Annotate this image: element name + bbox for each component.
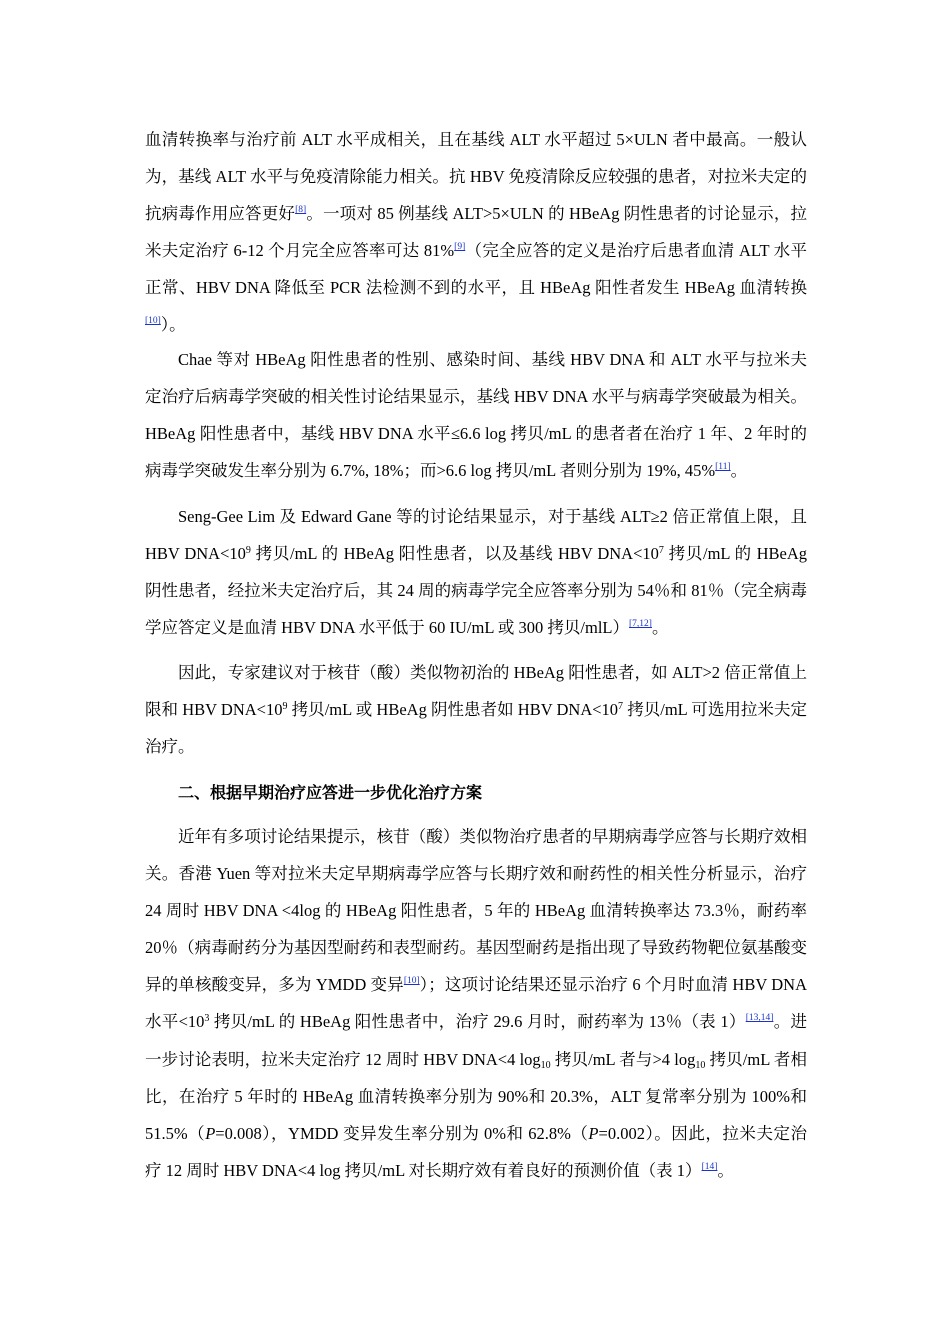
text: 因此，专家建议对于核苷（酸）类似物初治的 HBeAg 阳性患者，如 ALT>2 倍正常值上限和 HBV DNA<10	[145, 663, 807, 720]
text: =0.002）。因此，拉米夫定治疗 12 周时 HBV DNA<4 log 拷贝/mL 对长期疗效有着良好的预测价值（表 1）	[145, 1123, 807, 1180]
citation-link[interactable]: [7,12]	[629, 619, 652, 630]
text: 。	[651, 618, 669, 638]
citation-link[interactable]: [10]	[403, 976, 420, 987]
text: ）；这项讨论结果还显示治疗 6 个月时血清 HBV DNA 水平<10	[145, 975, 807, 1032]
text: 。进一步讨论表明，拉米夫定治疗 12 周时 HBV DNA<4 log	[145, 1012, 808, 1069]
text: 。	[730, 461, 748, 481]
italic-p: P	[588, 1123, 599, 1143]
text: Chae 等对 HBeAg 阳性患者的性别、感染时间、基线 HBV DNA 和 ALT 水平与拉米夫定治疗后病毒学突破的相关性讨论结果显示，基线 HBV DNA 水平与病毒学突破最为相关。HBeAg 阳性患者中，基线 HBV DNA 水平≤6.6 log 拷贝/mL 的患者者在治疗 1 年、2 年时的病毒学突破发生率分别为 6.7%, 18%；而>6.6 log 拷贝/mL 者则分别为 19%, 45%	[145, 350, 807, 481]
text: 拷贝/mL 的 HBeAg 阴性患者，经拉米夫定治疗后，其 24 周的病毒学完全应答率分别为 54％和 81％（完全病毒学应答定义是血清 HBV DNA 水平低于 60 IU/mL 或 300 拷贝/mlL）	[145, 544, 808, 638]
subscript: 10	[540, 1059, 551, 1071]
superscript: 9	[282, 701, 288, 713]
superscript: 7	[618, 701, 624, 713]
citation-link[interactable]: [13,14]	[745, 1013, 774, 1024]
citation-link[interactable]: [9]	[454, 242, 466, 253]
text: 拷贝/mL 或 HBeAg 阴性患者如 HBV DNA<10	[287, 700, 619, 720]
italic-p: P	[205, 1123, 216, 1143]
text: 。一项对 85 例基线 ALT>5×ULN 的 HBeAg 阴性患者的讨论显示，拉米夫定治疗 6-12 个月完全应答率可达 81%	[145, 204, 808, 261]
paragraph-chae-study	[145, 341, 807, 489]
citation-link[interactable]: [10]	[145, 316, 161, 327]
superscript: 3	[204, 1013, 210, 1025]
citation-link[interactable]: [14]	[701, 1161, 718, 1172]
text: ）。	[160, 315, 186, 335]
subscript: 10	[695, 1059, 706, 1071]
text: 。	[717, 1160, 734, 1180]
paragraph-early-response	[145, 818, 807, 1189]
text: （完全应答的定义是治疗后患者血清 ALT 水平正常、HBV DNA 降低至 PCR 法检测不到的水平，且 HBeAg 阳性者发生 HBeAg 血清转换	[145, 241, 807, 298]
text: 拷贝/mL 的 HBeAg 阳性患者中，治疗 29.6 月时，耐药率为 13％（表 1）	[209, 1012, 746, 1032]
text: 近年有多项讨论结果提示，核苷（酸）类似物治疗患者的早期病毒学应答与长期疗效相关。香港 Yuen 等对拉米夫定早期病毒学应答与长期疗效和耐药性的相关性分析显示，治疗 24 周时 HBV DNA <4log 的 HBeAg 阳性患者，5 年的 HBeAg 血清转换率达 73.3％，耐药率 20％（病毒耐药分为基因型耐药和表型耐药。基因型耐药是指出现了导致药物靶位氨基酸变异的单核酸变异，多为 YMDD 变异	[145, 827, 807, 995]
section-heading: 二、根据早期治疗应答进一步优化治疗方案	[178, 783, 483, 802]
paragraph-alt-response	[145, 121, 807, 344]
citation-link[interactable]: [11]	[715, 462, 731, 473]
text: 拷贝/mL 可选用拉米夫定治疗。	[145, 700, 807, 757]
paragraph-lim-gane-study	[145, 498, 807, 646]
text: Seng-Gee Lim 及 Edward Gane 等的讨论结果显示，对于基线 ALT≥2 倍正常值上限，且 HBV DNA<10	[145, 507, 807, 564]
superscript: 9	[245, 545, 251, 557]
paragraph-expert-recommendation	[145, 654, 807, 765]
text: 拷贝/mL 者相比，在治疗 5 年时的 HBeAg 血清转换率分别为 90%和 20.3%，ALT 复常率分别为 100%和 51.5%（	[145, 1049, 807, 1143]
text: 拷贝/mL 者与>4 log	[550, 1049, 696, 1069]
text: 拷贝/mL 的 HBeAg 阳性患者，以及基线 HBV DNA<10	[250, 544, 659, 564]
superscript: 7	[658, 545, 664, 557]
citation-link[interactable]: [8]	[295, 205, 307, 216]
text: =0.008），YMDD 变异发生率分别为 0%和 62.8%（	[215, 1123, 589, 1143]
text: 血清转换率与治疗前 ALT 水平成相关，且在基线 ALT 水平超过 5×ULN 者中最高。一般认为，基线 ALT 水平与免疫清除能力相关。抗 HBV 免疫清除反应较强的患者，对拉米夫定的抗病毒作用应答更好	[145, 130, 807, 224]
